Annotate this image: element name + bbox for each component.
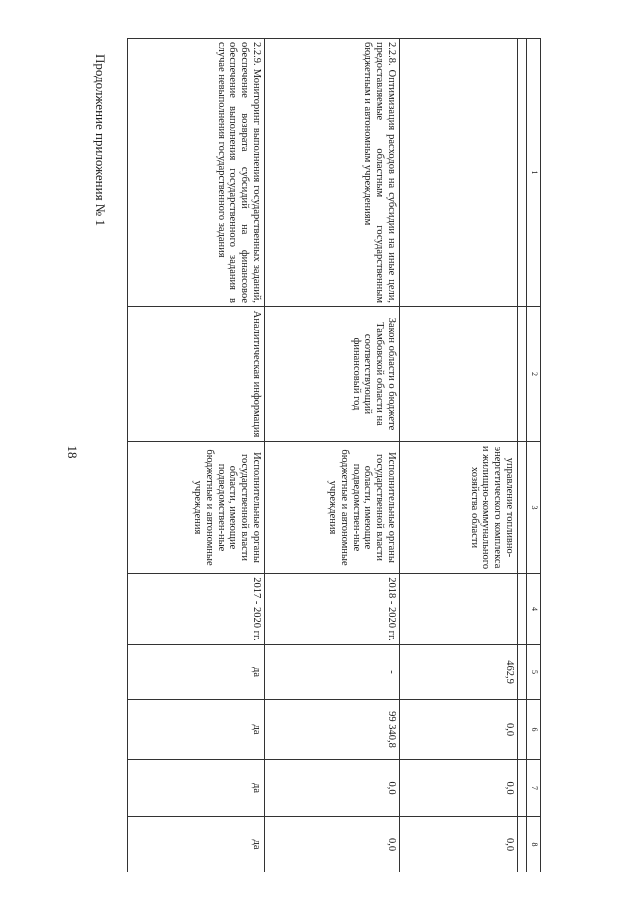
value-cell: 0,0 xyxy=(400,817,518,873)
value-cell: да xyxy=(128,700,265,760)
col-number: 5 xyxy=(527,645,541,700)
column-number-row xyxy=(527,39,541,873)
executor-cell: Исполнительные органы государственной власти области, имеющие подведомствен-ные бюджетные и автономные учреждения xyxy=(128,442,265,574)
executor-cell: управление топливно-энергетического комплекса и жилищно-коммунального хозяйства области xyxy=(400,442,518,574)
value-cell: 0,0 xyxy=(265,760,400,817)
col-number: 3 xyxy=(527,442,541,574)
measures-table xyxy=(127,38,541,872)
value-cell: 99 340,8 xyxy=(265,700,400,760)
col-number: 6 xyxy=(527,700,541,760)
period-cell: 2018 - 2020 гг. xyxy=(265,574,400,645)
measure-cell: 2.2.8. Оптимизация расходов на субсидии на иные цели, предоставляемые областным государственным бюджетным и автономным учреждениям xyxy=(265,39,400,307)
measure-cell xyxy=(400,39,518,307)
document-cell: Аналитическая информация xyxy=(128,307,265,442)
value-cell: 0,0 xyxy=(400,700,518,760)
table-row xyxy=(128,39,265,873)
document-cell: Закон области о бюджете Тамбовской области на соответствующий финансовый год xyxy=(265,307,400,442)
value-cell: 0,0 xyxy=(400,760,518,817)
col-number: 8 xyxy=(527,817,541,873)
value-cell: да xyxy=(128,645,265,700)
page-number: 18 xyxy=(65,445,80,459)
document-cell xyxy=(400,307,518,442)
table-row xyxy=(400,39,518,873)
table-row xyxy=(265,39,400,873)
value-cell: 462,9 xyxy=(400,645,518,700)
executor-cell: Исполнительные органы государственной власти области, имеющие подведомствен-ные бюджетные и автономные учреждения xyxy=(265,442,400,574)
period-cell: 2017 - 2020 гг. xyxy=(128,574,265,645)
col-number: 2 xyxy=(527,307,541,442)
value-cell: да xyxy=(128,760,265,817)
table-container xyxy=(127,38,541,872)
appendix-continuation-note: Продолжение приложения № 1 xyxy=(93,54,108,226)
period-cell xyxy=(400,574,518,645)
value-cell: да xyxy=(128,817,265,873)
col-number: 7 xyxy=(527,760,541,817)
value-cell: 0,0 xyxy=(265,817,400,873)
col-number: 1 xyxy=(527,39,541,307)
value-cell: - xyxy=(265,645,400,700)
measure-cell: 2.2.9. Мониторинг выполнения государственных заданий, обеспечение возврата субсидий на финансовое обеспечение выполнения государственного задания в случае невыполнения государственного задания xyxy=(128,39,265,307)
spacer-row xyxy=(518,39,527,873)
col-number: 4 xyxy=(527,574,541,645)
